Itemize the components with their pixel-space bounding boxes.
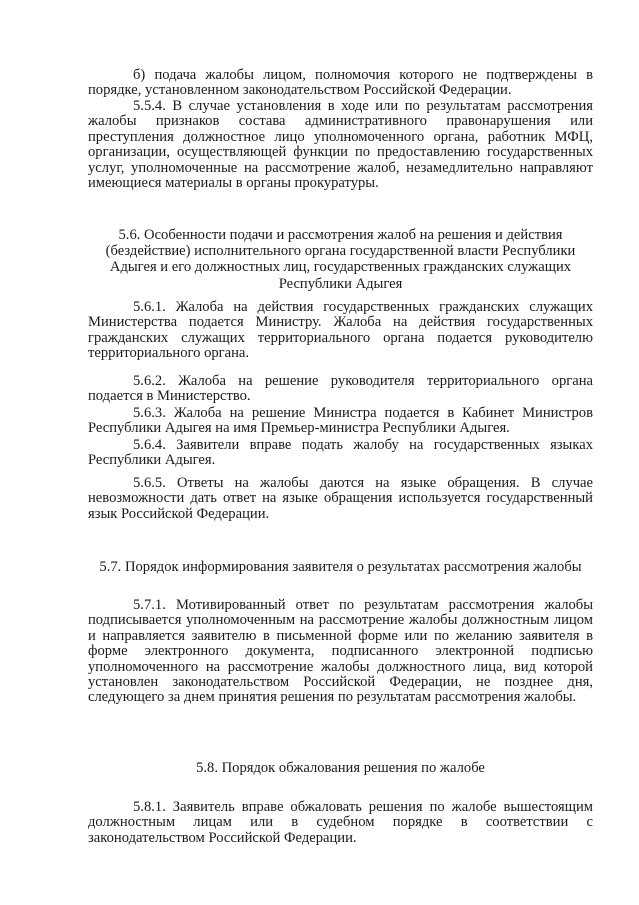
heading-5-8: 5.8. Порядок обжалования решения по жалобе	[196, 760, 485, 776]
heading-5-7: 5.7. Порядок информирования заявителя о результатах рассмотрения жалобы	[99, 559, 582, 575]
heading-5-6: 5.6. Особенности подачи и рассмотрения жалоб на решения и действия (бездействие) исполнительного органа государственной власти Республики Адыгея и его должностных лиц, государственных гражданских служащих Республики Адыгея	[105, 227, 576, 292]
paragraph-5-6-3: 5.6.3. Жалоба на решение Министра подается в Кабинет Министров Республики Адыгея на имя Премьер-министра Республики Адыгея.	[88, 405, 593, 437]
paragraph-5-7-1: 5.7.1. Мотивированный ответ по результатам рассмотрения жалобы подписывается уполномоченным на рассмотрение жалобы должностным лицом и направляется заявителю в письменной форме или по желанию заявителя в форме электронного документа, подписанного электронной подписью уполномоченного на рассмотрение жалобы должностного лица, вид которой установлен законодательством Российской Федерации, не позднее дня, следующего за днем принятия решения по результатам рассмотрения жалобы.	[88, 597, 593, 706]
paragraph-5-5-4: 5.5.4. В случае установления в ходе или по результатам рассмотрения жалобы признаков состава административного правонарушения или преступления должностное лицо уполномоченного органа, работник МФЦ, организации, осуществляющей функции по предоставлению государственных услуг, уполномоченные на рассмотрение жалоб, незамедлительно направляют имеющиеся материалы в органы прокуратуры.	[88, 98, 593, 192]
paragraph-5-5-3-b: б) подача жалобы лицом, полномочия которого не подтверждены в порядке, установленном законодательством Российской Федерации.	[88, 67, 593, 99]
paragraph-5-8-1: 5.8.1. Заявитель вправе обжаловать решения по жалобе вышестоящим должностным лицам или в судебном порядке в соответствии с законодательством Российской Федерации.	[88, 799, 593, 846]
paragraph-5-6-4: 5.6.4. Заявители вправе подать жалобу на государственных языках Республики Адыгея.	[88, 437, 593, 469]
paragraph-5-6-5: 5.6.5. Ответы на жалобы даются на языке обращения. В случае невозможности дать ответ на языке обращения используется государственный язык Российской Федерации.	[88, 475, 593, 522]
paragraph-5-6-2: 5.6.2. Жалоба на решение руководителя территориального органа подается в Министерство.	[88, 373, 593, 405]
paragraph-5-6-1: 5.6.1. Жалоба на действия государственных гражданских служащих Министерства подается Министру. Жалоба на действия государственных гражданских служащих территориального органа подается руководителю территориального органа.	[88, 299, 593, 362]
